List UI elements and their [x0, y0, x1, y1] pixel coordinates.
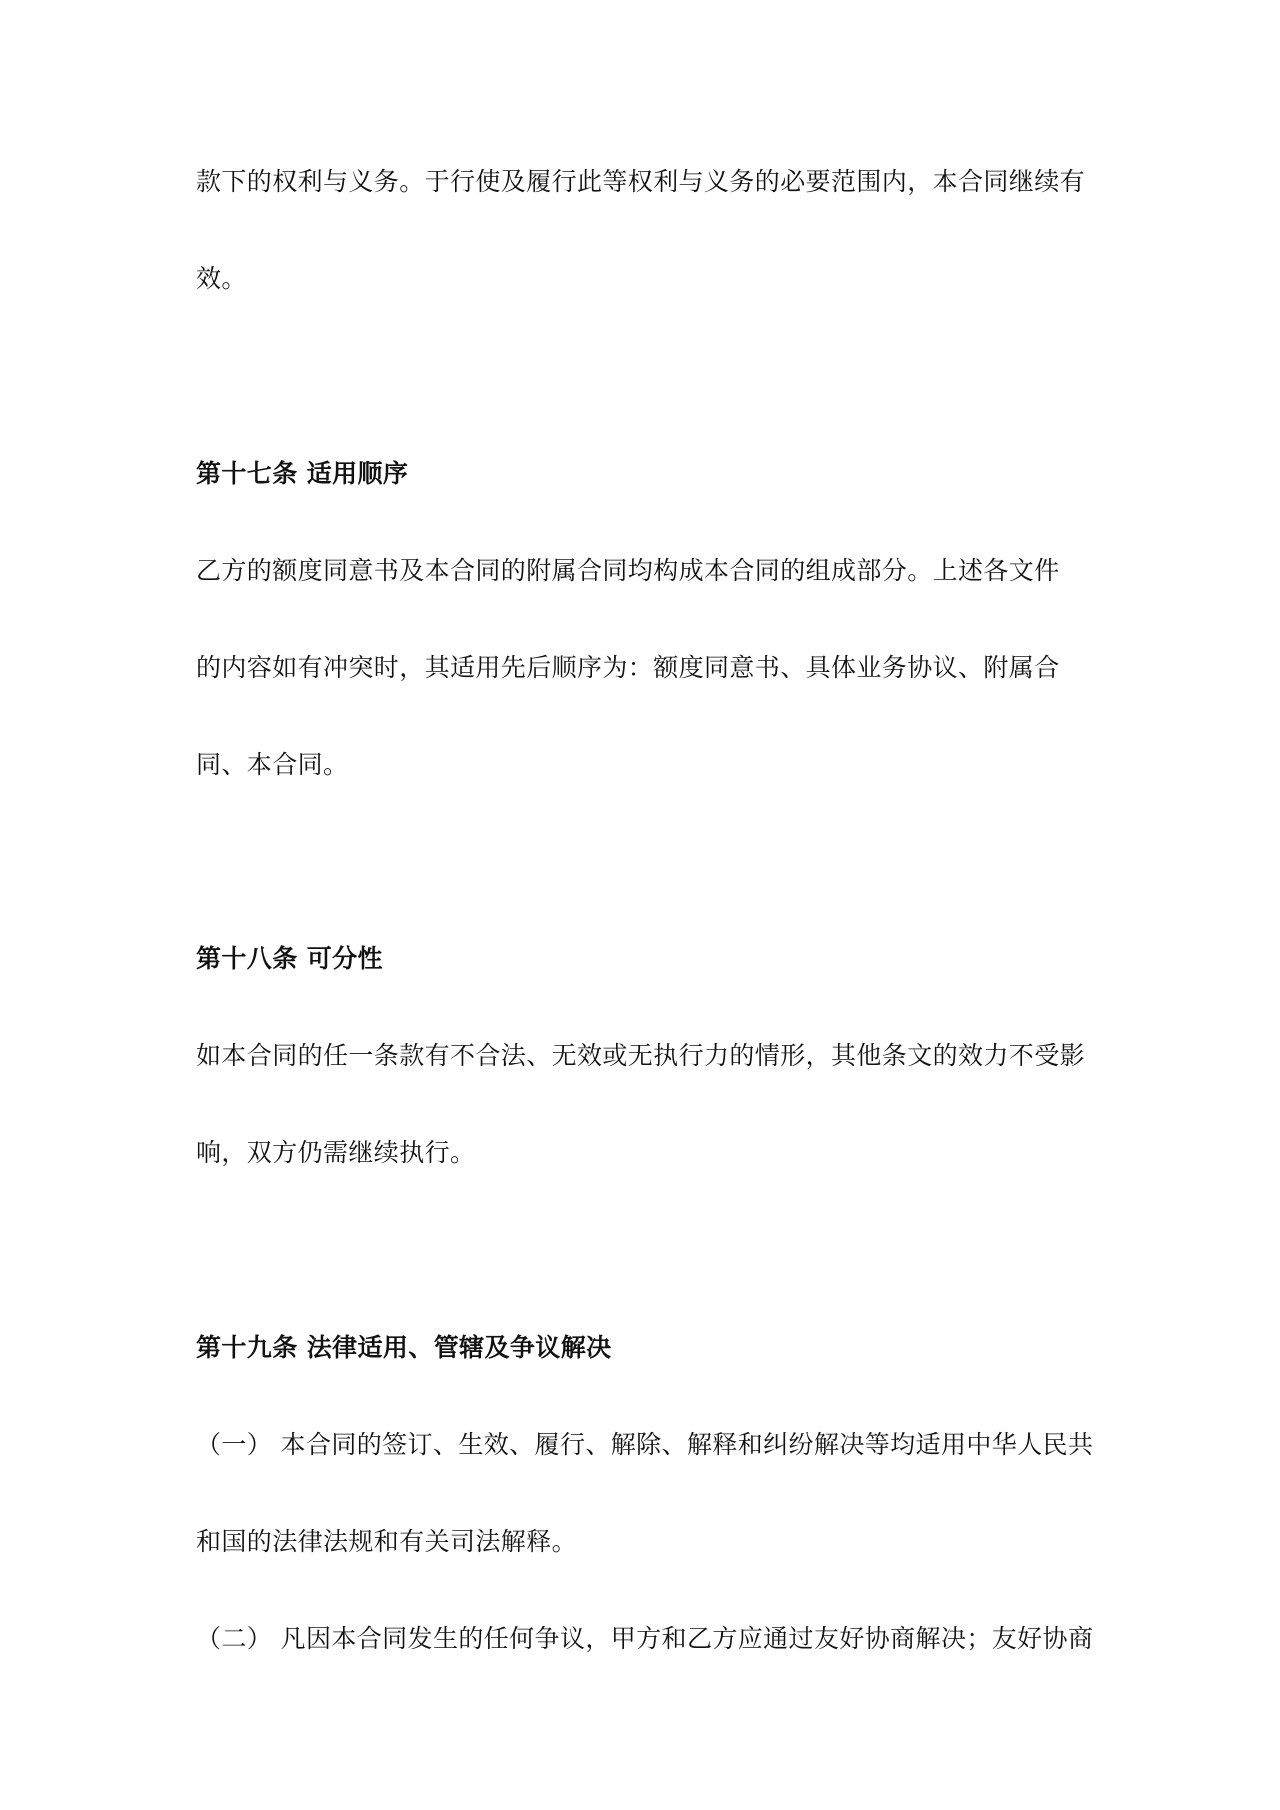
article-18-line-2: 响，双方仍需继续执行。 — [196, 1138, 476, 1167]
article-19-item-1-line-2: 和国的法律法规和有关司法解释。 — [196, 1527, 578, 1556]
article-19-heading: 第十九条 法律适用、管辖及争议解决 — [196, 1333, 612, 1362]
article-17-line-3: 同、本合同。 — [196, 750, 349, 779]
article-19-item-1-line-1: （一） 本合同的签订、生效、履行、解除、解释和纠纷解决等均适用中华人民共 — [196, 1430, 1094, 1459]
article-17-line-2: 的内容如有冲突时，其适用先后顺序为：额度同意书、具体业务协议、附属合 — [196, 653, 1060, 682]
continuation-line-2: 效。 — [196, 264, 247, 293]
article-19-item-2-line-1: （二） 凡因本合同发生的任何争议，甲方和乙方应通过友好协商解决；友好协商 — [196, 1624, 1094, 1653]
article-18-line-1: 如本合同的任一条款有不合法、无效或无执行力的情形，其他条文的效力不受影 — [196, 1041, 1086, 1070]
article-17-line-1: 乙方的额度同意书及本合同的附属合同均构成本合同的组成部分。上述各文件 — [196, 556, 1060, 585]
article-18-heading: 第十八条 可分性 — [196, 944, 383, 973]
continuation-line-1: 款下的权利与义务。于行使及履行此等权利与义务的必要范围内，本合同继续有 — [196, 167, 1086, 196]
article-17-heading: 第十七条 适用顺序 — [196, 459, 409, 488]
